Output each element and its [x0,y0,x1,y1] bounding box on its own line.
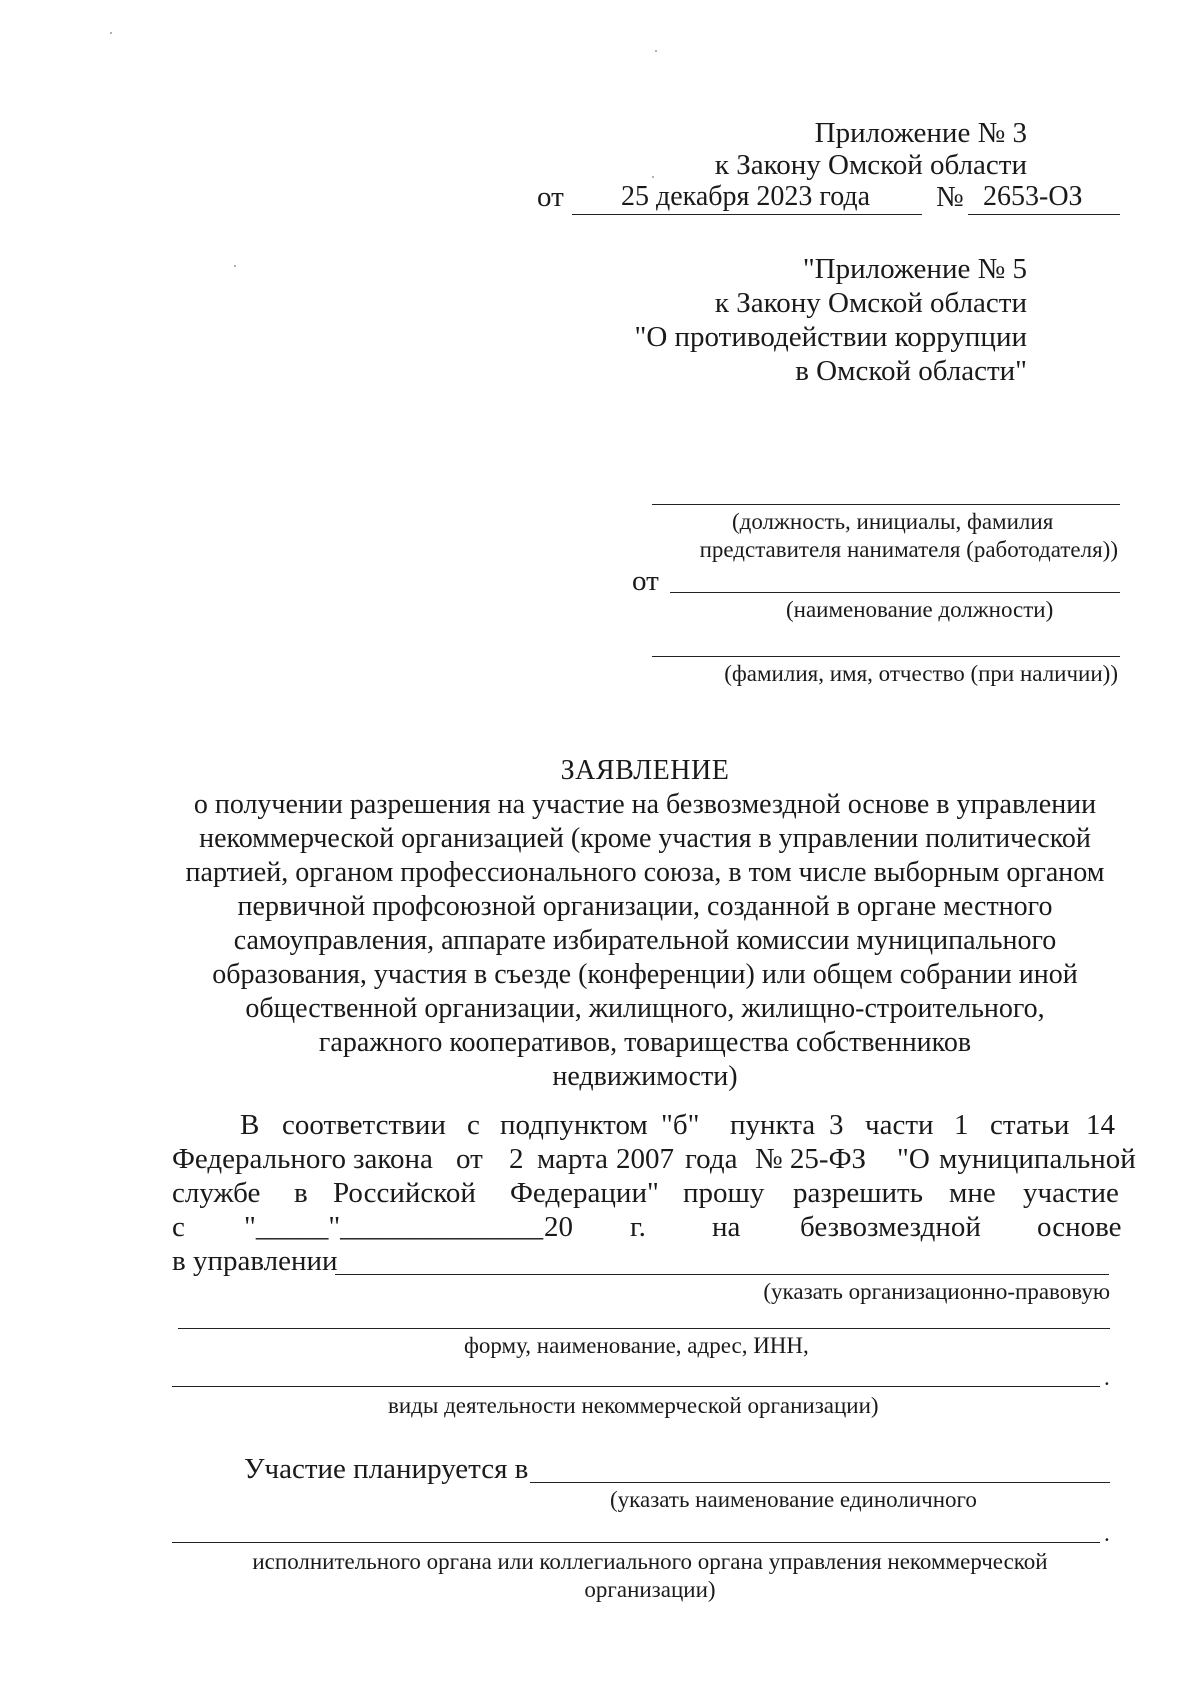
body-l3-w4: Федерации" [510,1177,659,1209]
scan-speck [652,176,654,178]
org-line-1 [335,1274,1109,1275]
number-underline [968,214,1120,215]
addressee-line-2 [670,592,1120,593]
quoted-annex-line-4: в Омской области" [795,355,1027,387]
body-l4-w6: безвозмездной [800,1211,981,1243]
addressee-line-3 [652,656,1120,657]
addressee-from-label: от [632,565,659,597]
participation-hint-1: (указать наименование единоличного [610,1487,977,1512]
participation-label: Участие планируется в [244,1453,529,1485]
org-line-2 [178,1328,1110,1329]
scan-speck [234,265,236,267]
body-l2-w5: марта [537,1143,609,1175]
participation-hint-3: организации) [584,1577,716,1602]
body-l1-w11: 14 [1086,1109,1115,1141]
body-l3-w6: разрешить [793,1177,923,1209]
body-l1-w10: статьи [990,1109,1070,1141]
body-l4-w1: с [172,1211,185,1243]
annex-number: 2653-ОЗ [983,181,1083,212]
title-line-8: гаражного кооперативов, товарищества собственников [318,1027,972,1058]
body-l2-w9: "О [897,1143,930,1175]
title-line-6: образования, участия в съезде (конференции) или общем собрании иной [212,959,1078,990]
body-l1-w7: 3 [829,1109,844,1141]
participation-line-1 [530,1482,1110,1483]
quoted-annex-line-1: "Приложение № 5 [802,253,1027,285]
annex-date: 25 декабря 2023 года [621,181,871,212]
annex-line-2: к Закону Омской области [714,149,1027,181]
body-l2-w1: Федерального [172,1143,347,1175]
participation-line-2 [172,1542,1100,1543]
body-l2-w6: 2007 [616,1143,674,1175]
body-l3-w8: участие [1023,1177,1119,1209]
body-l1-w2: соответствии [282,1109,446,1141]
org-line-period: . [1104,1365,1110,1390]
annex-from-label: от [537,181,564,213]
title-line-9: недвижимости) [552,1061,738,1092]
addressee-hint-1-line-1: (должность, инициалы, фамилия [732,509,1054,534]
scan-speck [655,50,657,52]
body-l1-w1: В [240,1109,260,1141]
document-heading: ЗАЯВЛЕНИЕ [560,755,730,786]
body-l1-w6: пункта [730,1109,816,1141]
body-l1-w8: части [865,1109,934,1141]
body-l3-w3: Российской [333,1177,476,1209]
title-line-4: первичной профсоюзной организации, созданной в органе местного [237,891,1053,922]
body-l2-w3: от [456,1143,483,1175]
participation-line-period: . [1104,1521,1110,1546]
body-l2-w4: 2 [509,1143,524,1175]
annex-line-1: Приложение № 3 [814,117,1027,149]
body-l2-w7: года [685,1143,738,1175]
body-l3-w2: в [294,1177,308,1209]
org-hint-2: форму, наименование, адрес, ИНН, [464,1333,809,1358]
body-l2-w2: закона [353,1143,433,1175]
body-l4-w3: 20 [544,1211,573,1243]
org-hint-3: виды деятельности некоммерческой организации) [388,1393,879,1418]
org-line-3 [172,1386,1100,1387]
body-l2-w10: муниципальной [939,1143,1136,1175]
body-l4-w4: г. [630,1211,646,1243]
title-line-5: самоуправления, аппарате избирательной комиссии муниципального [233,925,1057,956]
quoted-annex-line-2: к Закону Омской области [714,287,1027,319]
addressee-hint-1-line-2: представителя нанимателя (работодателя)) [699,537,1118,562]
title-line-2: некоммерческой организацией (кроме участия в управлении политической [199,823,1091,854]
annex-number-label: № [936,181,964,213]
title-line-3: партией, органом профессионального союза, в том числе выборным органом [185,857,1105,888]
addressee-hint-2: (наименование должности) [786,597,1054,622]
addressee-hint-3: (фамилия, имя, отчество (при наличии)) [724,661,1118,686]
body-l4-w7: основе [1037,1211,1122,1243]
body-l3-w7: мне [949,1177,996,1209]
body-l1-w9: 1 [954,1109,969,1141]
addressee-line-1 [652,504,1120,505]
date-underline [572,214,922,215]
body-l2-w8: № 25-ФЗ [755,1143,867,1175]
body-l3-w5: прошу [683,1177,765,1209]
body-l1-w5: "б" [661,1109,700,1141]
body-l3-w1: службе [172,1177,261,1209]
date-blank: "_____"______________ [244,1211,544,1243]
quoted-annex-line-3: "О противодействии коррупции [634,321,1027,353]
in-management-label: в управлении [172,1245,338,1277]
body-l4-w5: на [712,1211,741,1243]
scan-speck [110,32,112,34]
body-l1-w3: с [467,1109,480,1141]
title-line-7: общественной организации, жилищного, жилищно-строительного, [245,993,1045,1024]
body-l1-w4: подпунктом [500,1109,648,1141]
org-hint-1: (указать организационно-правовую [763,1279,1110,1304]
title-line-1: о получении разрешения на участие на безвозмездной основе в управлении [193,789,1097,820]
participation-hint-2: исполнительного органа или коллегиального органа управления некоммерческой [252,1549,1048,1574]
